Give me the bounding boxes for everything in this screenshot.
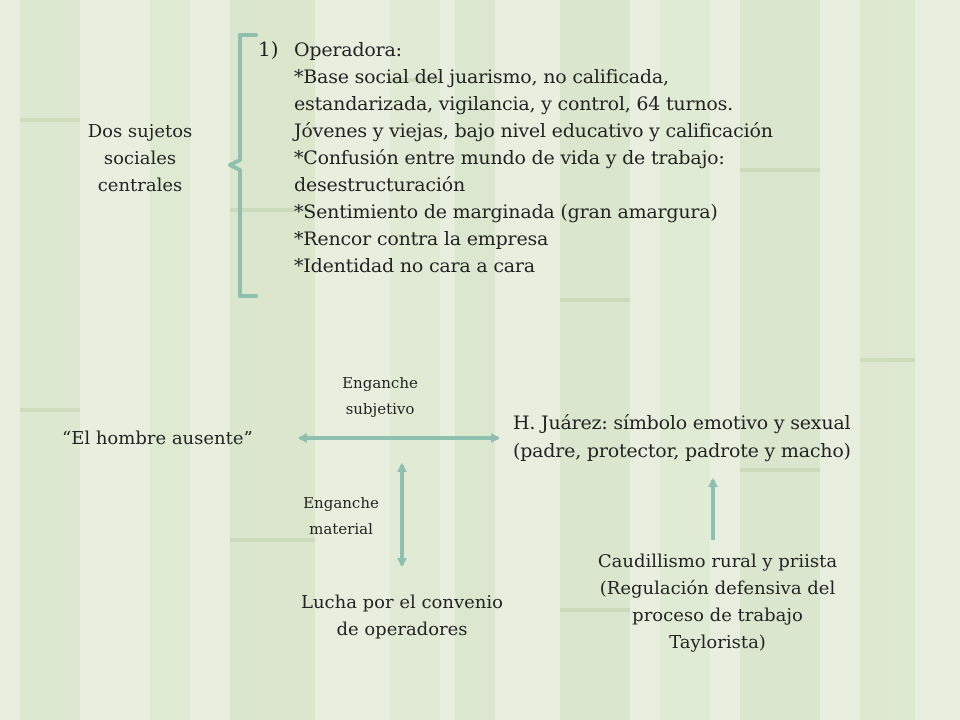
node-caudillismo-line: Taylorista): [669, 632, 766, 653]
node-caudillismo-line: Caudillismo rural y priista: [597, 551, 838, 572]
list-line: *Rencor contra la empresa: [294, 228, 549, 250]
left-label-line: Dos sujetos: [87, 121, 193, 142]
node-juarez-line: H. Juárez: símbolo emotivo y sexual: [513, 412, 851, 434]
node-lucha-line: de operadores: [336, 619, 468, 640]
list-line: Jóvenes y viejas, bajo nivel educativo y calificación: [294, 120, 773, 142]
edge-label-material: [286, 490, 396, 542]
edge-label-line: Enganche: [303, 494, 379, 512]
list-number: 1): [258, 37, 279, 61]
node-lucha-line: Lucha por el convenio: [300, 592, 503, 613]
list-bracket: [230, 35, 256, 296]
list-line: *Sentimiento de marginada (gran amargura): [294, 201, 718, 223]
node-caudillismo-line: proceso de trabajo: [632, 605, 803, 626]
edge-label-line: material: [309, 520, 373, 538]
edge-label-line: Enganche: [342, 374, 418, 392]
node-hombre-ausente: “El hombre ausente”: [62, 428, 253, 449]
feature-list: [294, 37, 773, 280]
list-line: desestructuración: [294, 174, 466, 196]
node-caudillismo-line: (Regulación defensiva del: [599, 578, 836, 599]
left-label-line: sociales: [103, 148, 177, 169]
node-lucha: [280, 589, 524, 643]
list-line: *Confusión entre mundo de vida y de trabajo:: [294, 147, 725, 169]
node-juarez-line: (padre, protector, padrote y macho): [513, 440, 851, 462]
edge-label-subjetivo: [330, 370, 430, 422]
list-line: *Base social del juarismo, no calificada,: [294, 66, 669, 88]
node-juarez: [513, 409, 851, 465]
left-label: [70, 118, 210, 199]
list-title: Operadora:: [294, 39, 402, 61]
node-caudillismo: [565, 548, 870, 656]
list-line: *Identidad no cara a cara: [294, 255, 535, 277]
edge-label-line: subjetivo: [345, 400, 415, 418]
list-line: estandarizada, vigilancia, y control, 64 turnos.: [294, 93, 734, 115]
left-label-line: centrales: [97, 175, 183, 196]
